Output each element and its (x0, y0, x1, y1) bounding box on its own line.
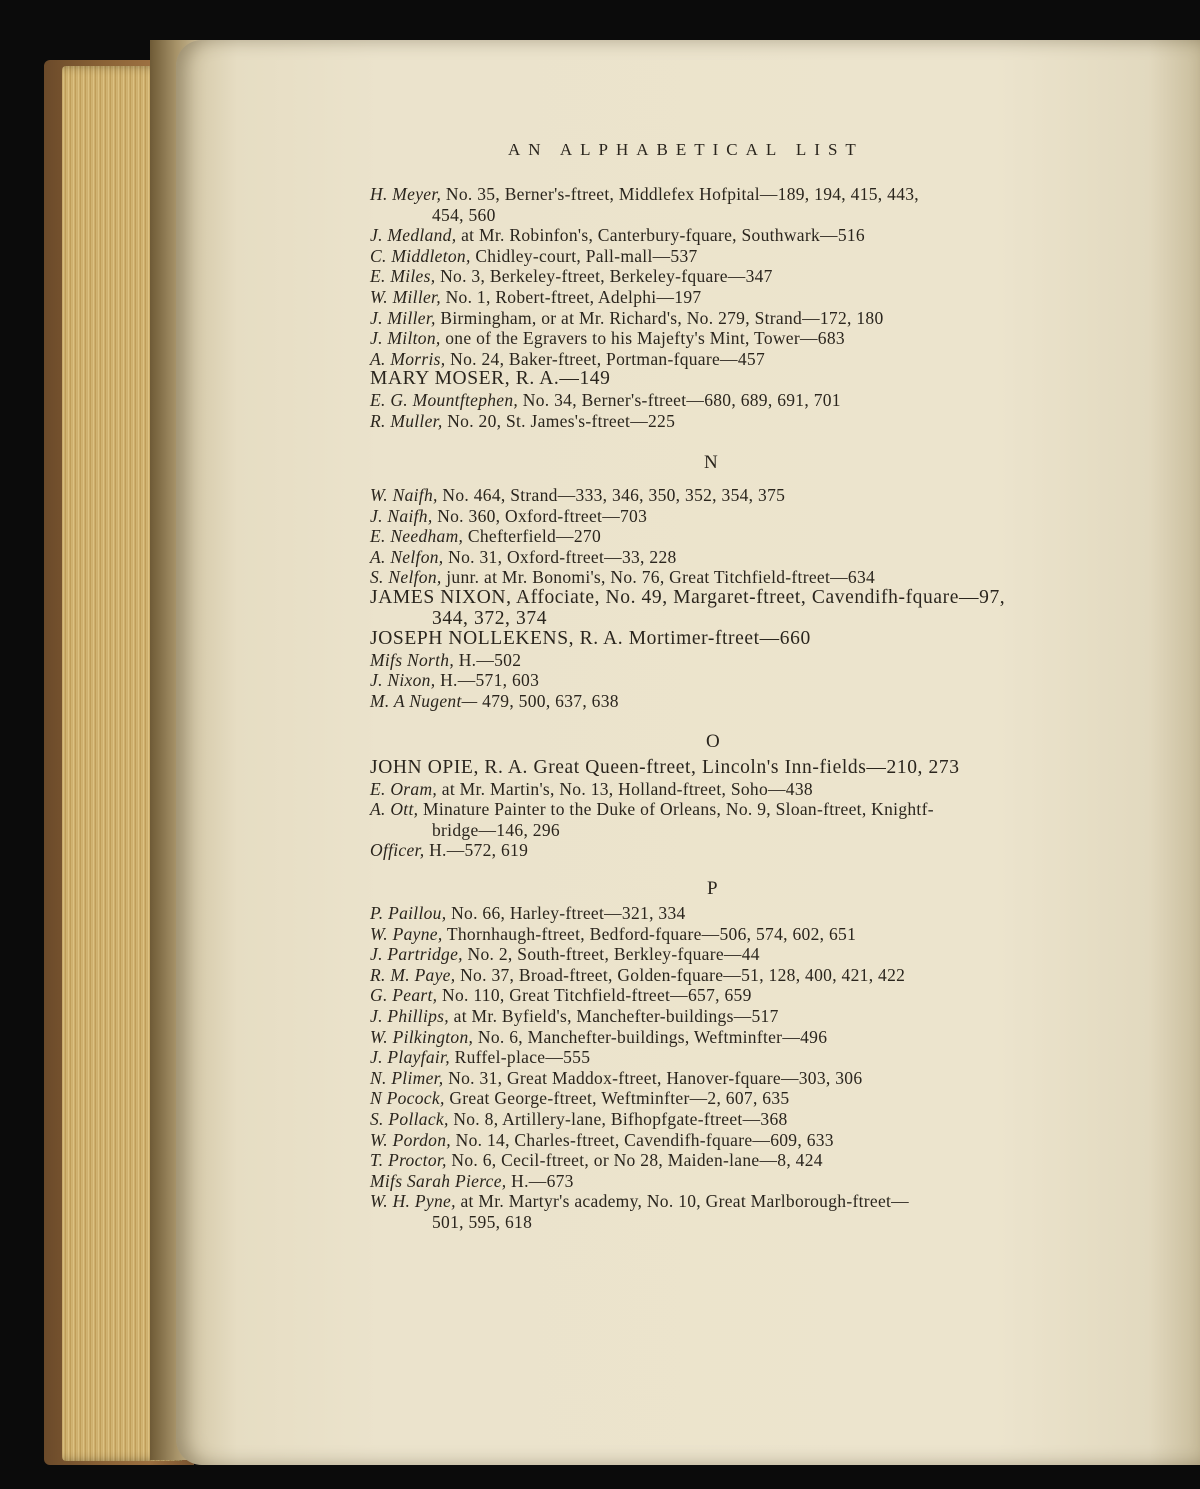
entry-text: junr. at Mr. Bonomi's, No. 76, Great Titchfield-ftreet—634 (446, 567, 876, 588)
entry-name: W. Pilkington, (370, 1026, 474, 1047)
entry-text: No. 37, Broad-ftreet, Golden-fquare—51, 128, 400, 421, 422 (460, 964, 906, 985)
list-entry (370, 924, 1070, 945)
entry-text: JOSEPH NOLLEKENS, R. A. Mortimer-ftreet—660 (370, 628, 811, 650)
list-entry (370, 588, 1070, 629)
entry-text: Great George-ftreet, Weftminfter—2, 607, 635 (449, 1088, 790, 1109)
list-entry (370, 1088, 1070, 1109)
entry-name: Officer, (370, 840, 425, 861)
entry-continuation: 454, 560 (432, 204, 496, 225)
entry-text: Minature Painter to the Duke of Orleans, No. 9, Sloan-ftreet, Knightf- (422, 799, 934, 820)
entry-text: 479, 500, 637, 638 (482, 690, 619, 711)
list-entry (370, 266, 1070, 287)
entry-name: E. Needham, (370, 526, 464, 547)
entry-text: one of the Egravers to his Majefty's Mint, Tower—683 (445, 328, 845, 349)
entry-text: No. 1, Robert-ftreet, Adelphi—197 (445, 286, 702, 307)
entry-name: J. Milton, (370, 328, 441, 349)
list-entry (370, 328, 1070, 349)
entry-text: No. 35, Berner's-ftreet, Middlefex Hofpital—189, 194, 415, 443, (445, 184, 919, 204)
entry-name: R. Muller, (370, 410, 443, 431)
entry-name: N Pocock, (370, 1088, 445, 1109)
entry-text: No. 14, Charles-ftreet, Cavendifh-fquare—609, 633 (455, 1129, 834, 1150)
entry-name: S. Pollack, (370, 1108, 449, 1129)
section-m (370, 184, 1070, 431)
entry-text: No. 31, Great Maddox-ftreet, Hanover-fquare—303, 306 (448, 1067, 863, 1088)
entry-text: No. 3, Berkeley-ftreet, Berkeley-fquare—347 (440, 266, 773, 287)
list-entry (370, 411, 1070, 432)
list-entry (370, 670, 1070, 691)
entry-text: No. 110, Great Titchfield-ftreet—657, 659 (442, 985, 752, 1006)
entry-text: No. 66, Harley-ftreet—321, 334 (451, 903, 686, 923)
entry-name: J. Playfair, (370, 1047, 450, 1068)
entry-name: S. Nelfon, (370, 567, 442, 588)
list-entry (370, 526, 1070, 547)
section-letter-p: P (707, 878, 718, 899)
entry-text: H.—572, 619 (429, 840, 529, 861)
section-o (370, 758, 1070, 861)
entry-name: W. Pordon, (370, 1129, 451, 1150)
entry-name: T. Proctor, (370, 1150, 447, 1171)
entry-name: E. Miles, (370, 266, 436, 287)
entry-text: No. 6, Cecil-ftreet, or No 28, Maiden-lane—8, 424 (451, 1150, 823, 1171)
section-letter-o: O (706, 731, 720, 752)
entry-text: Ruffel-place—555 (454, 1047, 591, 1068)
entry-text: No. 2, South-ftreet, Berkley-fquare—44 (467, 944, 760, 965)
list-entry (370, 629, 1070, 650)
entry-text: No. 20, St. James's-ftreet—225 (447, 410, 676, 431)
entry-name: A. Morris, (370, 348, 446, 369)
entry-name: W. Naifh, (370, 485, 438, 505)
list-entry (370, 650, 1070, 671)
section-letter-n: N (704, 452, 718, 473)
list-entry (370, 799, 1070, 840)
entry-text: at Mr. Byfield's, Manchefter-buildings—517 (453, 1005, 779, 1026)
list-entry (370, 1130, 1070, 1151)
entry-name: R. M. Paye, (370, 964, 456, 985)
list-entry (370, 225, 1070, 246)
entry-text: H.—571, 603 (440, 670, 540, 691)
entry-name: W. Miller, (370, 286, 441, 307)
entry-text: Chefterfield—270 (467, 526, 601, 547)
entry-name: W. H. Pyne, (370, 1191, 456, 1212)
list-entry (370, 1068, 1070, 1089)
entry-text: No. 24, Baker-ftreet, Portman-fquare—457 (450, 348, 766, 369)
running-head: AN ALPHABETICAL LIST (508, 140, 864, 159)
list-entry (370, 390, 1070, 411)
list-entry (370, 184, 1070, 225)
entry-name: M. A Nugent— (370, 690, 478, 711)
entry-name: C. Middleton, (370, 245, 471, 266)
list-entry (370, 1171, 1070, 1192)
entry-name: J. Miller, (370, 307, 436, 328)
entry-name: P. Paillou, (370, 903, 447, 923)
entry-name: J. Partridge, (370, 944, 463, 965)
list-entry (370, 903, 1070, 924)
list-entry (370, 485, 1070, 506)
entry-text: JAMES NIXON, Affociate, No. 49, Margaret-ftreet, Cavendifh-fquare—97, (370, 586, 1006, 608)
list-entry (370, 1191, 1070, 1232)
entry-continuation: bridge—146, 296 (432, 819, 560, 840)
list-entry (370, 547, 1070, 568)
entry-name: J. Medland, (370, 225, 457, 246)
list-entry (370, 1047, 1070, 1068)
list-entry (370, 1109, 1070, 1130)
list-entry (370, 1027, 1070, 1048)
entry-name: W. Payne, (370, 923, 443, 944)
entry-name: J. Nixon, (370, 670, 436, 691)
entry-text: JOHN OPIE, R. A. Great Queen-ftreet, Lincoln's Inn-fields—210, 273 (370, 757, 960, 778)
entry-name: N. Plimer, (370, 1067, 444, 1088)
entry-text: at Mr. Robinfon's, Canterbury-fquare, Southwark—516 (461, 225, 865, 246)
entry-text: No. 8, Artillery-lane, Bifhopfgate-ftreet—368 (453, 1108, 788, 1129)
entry-name: J. Naifh, (370, 505, 433, 526)
entry-name: Mifs Sarah Pierce, (370, 1170, 507, 1191)
list-entry (370, 965, 1070, 986)
entry-name: E. G. Mountftephen, (370, 389, 519, 410)
entry-text: No. 360, Oxford-ftreet—703 (437, 505, 648, 526)
list-entry (370, 369, 1070, 390)
list-entry (370, 567, 1070, 588)
list-entry (370, 840, 1070, 861)
section-n (370, 485, 1070, 712)
entry-continuation: 344, 372, 374 (432, 607, 548, 629)
entry-name: J. Phillips, (370, 1005, 449, 1026)
entry-text: No. 6, Manchefter-buildings, Weftminfter—496 (477, 1026, 828, 1047)
entry-text: No. 31, Oxford-ftreet—33, 228 (448, 546, 677, 567)
entry-text: MARY MOSER, R. A.—149 (370, 368, 611, 390)
entry-name: Mifs North, (370, 649, 455, 670)
list-entry (370, 246, 1070, 267)
entry-text: Thornhaugh-ftreet, Bedford-fquare—506, 574, 602, 651 (446, 923, 857, 944)
entry-text: Chidley-court, Pall-mall—537 (475, 245, 698, 266)
list-entry (370, 985, 1070, 1006)
list-entry (370, 944, 1070, 965)
list-entry (370, 349, 1070, 370)
entry-text: at Mr. Martin's, No. 13, Holland-ftreet, Soho—438 (441, 778, 813, 799)
entry-text: No. 464, Strand—333, 346, 350, 352, 354, 375 (442, 485, 786, 505)
entry-text: H.—673 (511, 1170, 574, 1191)
entry-text: at Mr. Martyr's academy, No. 10, Great Marlborough-ftreet— (460, 1191, 909, 1212)
list-entry (370, 287, 1070, 308)
list-entry (370, 691, 1070, 712)
entry-text: No. 34, Berner's-ftreet—680, 689, 691, 701 (522, 389, 841, 410)
list-entry (370, 308, 1070, 329)
entry-continuation: 501, 595, 618 (432, 1211, 533, 1232)
list-entry (370, 779, 1070, 800)
entry-text: Birmingham, or at Mr. Richard's, No. 279, Strand—172, 180 (440, 307, 884, 328)
entry-name: H. Meyer, (370, 184, 442, 204)
list-entry (370, 1150, 1070, 1171)
entry-name: E. Oram, (370, 778, 438, 799)
entry-name: A. Ott, (370, 799, 419, 820)
entry-text: H.—502 (458, 649, 522, 670)
list-entry (370, 1006, 1070, 1027)
entry-name: A. Nelfon, (370, 546, 444, 567)
section-p (370, 903, 1070, 1233)
entry-name: G. Peart, (370, 985, 438, 1006)
list-entry (370, 758, 1070, 779)
list-entry (370, 506, 1070, 527)
